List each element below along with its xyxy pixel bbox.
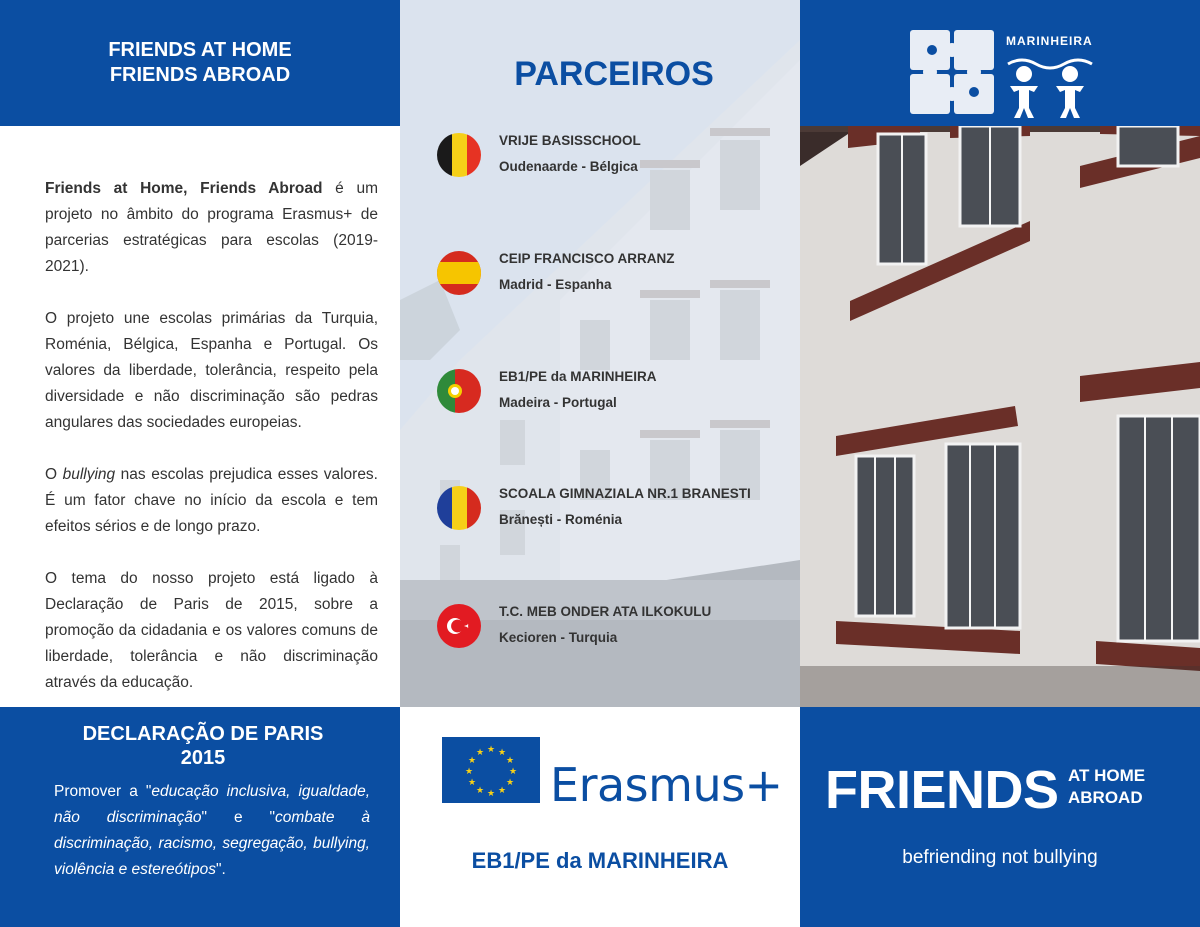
partner-spain: [437, 251, 797, 301]
partner-name: VRIJE BASISSCHOOL: [499, 133, 641, 148]
paragraph-paris: O tema do nosso projeto está ligado à Declaração de Paris de 2015, sobre a promoção da cidadania e os valores comuns de liberdade, tolerância e não discriminação através da educação.: [45, 570, 378, 691]
paris-quote-start: Promover a ": [54, 783, 152, 800]
paris-quote-mid: " e ": [201, 809, 275, 826]
paris-quote-italic2: combate à discriminação, racismo, segregação, bullying, violência e estereótipos: [54, 809, 370, 878]
paragraph-bullying: [45, 462, 378, 540]
paragraph-intro-text: é um projeto no âmbito do programa Erasmus+ de parcerias estratégicas para escolas (2019-2021).: [45, 180, 378, 275]
svg-text:★: ★: [505, 778, 515, 788]
partner-belgium: [437, 133, 797, 183]
spain-flag-icon: [437, 251, 481, 295]
marinheira-logo: [910, 28, 1100, 124]
partner-location: Madrid - Espanha: [499, 277, 612, 292]
svg-text:★: ★: [467, 778, 477, 788]
friends-title: FRIENDS: [825, 760, 1059, 820]
partner-location: Kecioren - Turquia: [499, 630, 618, 645]
svg-text:★: ★: [467, 756, 477, 766]
project-description: [0, 126, 400, 707]
partner-romania: [437, 486, 797, 536]
partner-name: SCOALA GIMNAZIALA NR.1 BRANESTI: [499, 486, 751, 501]
partner-portugal: [437, 369, 797, 419]
svg-text:★: ★: [497, 786, 507, 796]
erasmus-logo-text: Erasmus+: [550, 758, 783, 812]
friends-subtitle: [1068, 765, 1145, 809]
partner-turkey: [437, 604, 797, 654]
partner-location: Oudenaarde - Bélgica: [499, 159, 638, 174]
school-name: EB1/PE da MARINHEIRA: [471, 848, 729, 873]
svg-text:★: ★: [486, 789, 496, 799]
partner-location: Brănești - Roménia: [499, 512, 623, 527]
paragraph-bullying-rest: nas escolas prejudica esses valores. É um fator chave no início da escola e tem efeitos sérios e de longo prazo.: [45, 466, 378, 535]
friends-subtitle-line1: AT HOME: [1068, 766, 1146, 785]
photo-overlay: [400, 0, 800, 707]
romania-flag-icon: [437, 486, 481, 530]
friends-subtitle-line2: ABROAD: [1068, 788, 1143, 807]
paris-quote-end: ".: [216, 861, 226, 878]
school-building-photo-faded: [400, 0, 800, 707]
paris-declaration-panel: [0, 707, 400, 927]
paragraph-bullying-start: O: [45, 466, 63, 483]
svg-text:★: ★: [464, 767, 474, 777]
left-header: [0, 0, 400, 126]
paragraph-intro: [45, 176, 378, 280]
partner-name: T.C. MEB ONDER ATA ILKOKULU: [499, 604, 712, 619]
partner-location: Madeira - Portugal: [499, 395, 617, 410]
paris-title-line2: 2015: [180, 747, 226, 769]
friends-branding-panel: [800, 707, 1200, 927]
paris-title-line1: DECLARAÇÃO DE PARIS: [82, 723, 324, 745]
right-header: [800, 0, 1200, 126]
svg-text:★: ★: [475, 786, 485, 796]
erasmus-panel: [400, 707, 800, 927]
left-header-line1: FRIENDS AT HOME: [108, 39, 292, 61]
school-building-photo: [800, 126, 1200, 707]
paragraph-schools: O projeto une escolas primárias da Turquia, Roménia, Bélgica, Espanha e Portugal. Os valores da liberdade, tolerância, respeito pela diversidade e não discriminação são pedras angulares das sociedades europeias.: [45, 310, 378, 431]
bullying-word: bullying: [62, 466, 116, 483]
svg-text:★: ★: [508, 767, 518, 777]
project-name: Friends at Home, Friends Abroad: [45, 180, 323, 197]
svg-text:★: ★: [475, 748, 485, 758]
svg-text:★: ★: [497, 748, 507, 758]
turkey-flag-icon: [437, 604, 481, 648]
tagline: befriending not bullying: [902, 847, 1098, 868]
eu-flag-icon: [442, 737, 540, 803]
partner-name: EB1/PE da MARINHEIRA: [499, 369, 657, 384]
partner-name: CEIP FRANCISCO ARRANZ: [499, 251, 675, 266]
portugal-flag-icon: [437, 369, 481, 413]
svg-text:★: ★: [505, 756, 515, 766]
logo-text: MARINHEIRA: [1006, 34, 1093, 48]
paris-quote-italic1: educação inclusiva, igualdade, não discriminação: [54, 783, 371, 826]
partners-title: PARCEIROS: [514, 55, 714, 93]
svg-text:★: ★: [486, 745, 496, 755]
paris-quote: [54, 779, 370, 883]
left-header-line2: FRIENDS ABROAD: [109, 64, 291, 86]
building-photo-illustration: [800, 126, 1200, 707]
paris-title: [0, 722, 406, 770]
belgium-flag-icon: [437, 133, 481, 177]
